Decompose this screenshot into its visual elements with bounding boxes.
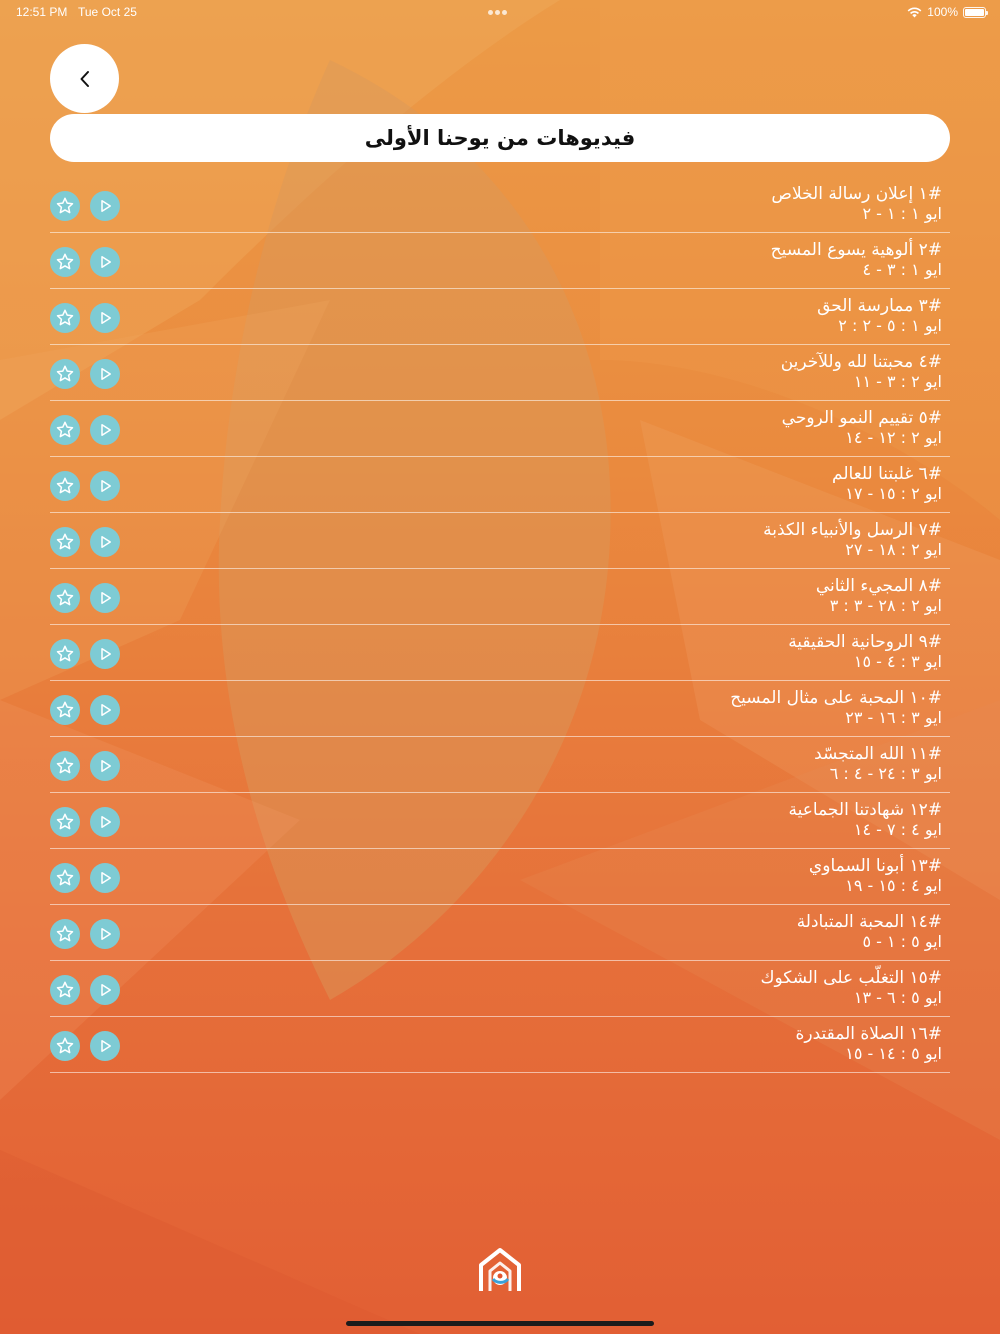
play-outline-icon xyxy=(96,813,114,831)
list-item[interactable] xyxy=(50,682,950,737)
house-logo-icon[interactable] xyxy=(477,1247,523,1293)
video-info xyxy=(795,1025,942,1063)
favorite-button[interactable] xyxy=(50,191,80,221)
favorite-button[interactable] xyxy=(50,247,80,277)
list-item[interactable] xyxy=(50,402,950,457)
status-date: Tue Oct 25 xyxy=(78,5,137,19)
play-outline-icon xyxy=(96,253,114,271)
list-item[interactable] xyxy=(50,962,950,1017)
star-outline-icon xyxy=(55,364,75,384)
wifi-icon xyxy=(907,7,922,18)
play-button[interactable] xyxy=(90,1031,120,1061)
play-button[interactable] xyxy=(90,247,120,277)
favorite-button[interactable] xyxy=(50,583,80,613)
star-outline-icon xyxy=(55,588,75,608)
list-item[interactable] xyxy=(50,346,950,401)
play-outline-icon xyxy=(96,869,114,887)
video-info xyxy=(814,745,942,783)
play-outline-icon xyxy=(96,365,114,383)
battery-percent: 100% xyxy=(927,5,958,19)
video-title: #١٤ المحبة المتبادلة xyxy=(796,912,942,932)
play-outline-icon xyxy=(96,477,114,495)
video-reference: ايو ١ : ١ - ٢ xyxy=(862,204,942,223)
star-outline-icon xyxy=(55,644,75,664)
video-info xyxy=(761,969,942,1007)
video-reference: ايو ٤ : ١٥ - ١٩ xyxy=(845,876,942,895)
list-item[interactable] xyxy=(50,458,950,513)
play-button[interactable] xyxy=(90,751,120,781)
list-item[interactable] xyxy=(50,626,950,681)
video-info xyxy=(763,521,942,559)
video-reference: ايو ٥ : ١ - ٥ xyxy=(862,932,942,951)
play-outline-icon xyxy=(96,197,114,215)
video-reference: ايو ٤ : ٧ - ١٤ xyxy=(853,820,942,839)
video-title: #١٠ المحبة على مثال المسيح xyxy=(730,688,942,708)
video-info xyxy=(789,801,942,839)
video-reference: ايو ١ : ٥ - ٢ : ٢ xyxy=(838,316,942,335)
star-outline-icon xyxy=(55,532,75,552)
play-outline-icon xyxy=(96,533,114,551)
star-outline-icon xyxy=(55,868,75,888)
video-info xyxy=(797,913,942,951)
play-outline-icon xyxy=(96,309,114,327)
page-title: فيديوهات من يوحنا الأولى xyxy=(364,126,636,150)
video-info xyxy=(817,297,942,335)
favorite-button[interactable] xyxy=(50,751,80,781)
video-reference: ايو ٣ : ٤ - ١٥ xyxy=(853,652,942,671)
video-reference: ايو ٢ : ٢٨ - ٣ : ٣ xyxy=(829,596,942,615)
favorite-button[interactable] xyxy=(50,975,80,1005)
video-reference: ايو ١ : ٣ - ٤ xyxy=(862,260,942,279)
video-title: #٨ المجيء الثاني xyxy=(815,576,942,596)
star-outline-icon xyxy=(55,700,75,720)
favorite-button[interactable] xyxy=(50,695,80,725)
star-outline-icon xyxy=(55,924,75,944)
multitasking-dots-icon[interactable] xyxy=(488,10,512,15)
video-info xyxy=(832,465,942,503)
play-button[interactable] xyxy=(90,303,120,333)
star-outline-icon xyxy=(55,756,75,776)
play-outline-icon xyxy=(96,645,114,663)
play-button[interactable] xyxy=(90,583,120,613)
list-item[interactable] xyxy=(50,794,950,849)
video-reference: ايو ٥ : ١٤ - ١٥ xyxy=(845,1044,942,1063)
list-item[interactable] xyxy=(50,290,950,345)
video-info xyxy=(771,241,942,279)
video-title: #٦ غلبتنا للعالم xyxy=(832,464,942,484)
star-outline-icon xyxy=(55,196,75,216)
video-title: #٢ ألوهية يسوع المسيح xyxy=(770,240,942,260)
list-item[interactable] xyxy=(50,850,950,905)
play-button[interactable] xyxy=(90,471,120,501)
list-item[interactable] xyxy=(50,514,950,569)
video-title: #١٣ أبونا السماوي xyxy=(808,856,942,876)
video-reference: ايو ٢ : ٣ - ١١ xyxy=(853,372,942,391)
play-outline-icon xyxy=(96,421,114,439)
video-title: #٩ الروحانية الحقيقية xyxy=(788,632,942,652)
video-reference: ايو ٢ : ١٥ - ١٧ xyxy=(845,484,942,503)
video-info xyxy=(781,353,942,391)
favorite-button[interactable] xyxy=(50,639,80,669)
star-outline-icon xyxy=(55,1036,75,1056)
play-button[interactable] xyxy=(90,863,120,893)
favorite-button[interactable] xyxy=(50,359,80,389)
favorite-button[interactable] xyxy=(50,863,80,893)
list-item[interactable] xyxy=(50,906,950,961)
list-item[interactable] xyxy=(50,1018,950,1073)
video-reference: ايو ٢ : ١٨ - ٢٧ xyxy=(845,540,942,559)
play-button[interactable] xyxy=(90,807,120,837)
star-outline-icon xyxy=(55,252,75,272)
video-list xyxy=(50,178,950,1074)
favorite-button[interactable] xyxy=(50,471,80,501)
video-info xyxy=(788,633,942,671)
video-info xyxy=(730,689,942,727)
home-indicator[interactable] xyxy=(346,1321,654,1326)
play-button[interactable] xyxy=(90,527,120,557)
video-title: #١١ الله المتجسّد xyxy=(814,744,942,764)
play-outline-icon xyxy=(96,981,114,999)
star-outline-icon xyxy=(55,980,75,1000)
video-info xyxy=(809,857,942,895)
play-button[interactable] xyxy=(90,359,120,389)
back-button[interactable] xyxy=(50,44,119,113)
play-button[interactable] xyxy=(90,975,120,1005)
favorite-button[interactable] xyxy=(50,527,80,557)
star-outline-icon xyxy=(55,476,75,496)
play-outline-icon xyxy=(96,925,114,943)
status-indicators xyxy=(907,4,986,20)
favorite-button[interactable] xyxy=(50,919,80,949)
play-outline-icon xyxy=(96,757,114,775)
video-title: #١٥ التغلّب على الشكوك xyxy=(760,968,942,988)
play-button[interactable] xyxy=(90,191,120,221)
video-title: #٧ الرسل والأنبياء الكذبة xyxy=(763,520,942,540)
video-title: #٣ ممارسة الحق xyxy=(817,296,942,316)
list-item[interactable] xyxy=(50,234,950,289)
play-outline-icon xyxy=(96,589,114,607)
play-button[interactable] xyxy=(90,695,120,725)
video-reference: ايو ٣ : ١٦ - ٢٣ xyxy=(845,708,942,727)
star-outline-icon xyxy=(55,308,75,328)
video-reference: ايو ٢ : ١٢ - ١٤ xyxy=(845,428,942,447)
video-reference: ايو ٥ : ٦ - ١٣ xyxy=(853,988,942,1007)
video-title: #٤ محبتنا لله وللآخرين xyxy=(780,352,942,372)
video-title: #١٢ شهادتنا الجماعية xyxy=(788,800,942,820)
video-reference: ايو ٣ : ٢٤ - ٤ : ٦ xyxy=(829,764,942,783)
video-info xyxy=(782,409,942,447)
list-item[interactable] xyxy=(50,178,950,233)
favorite-button[interactable] xyxy=(50,303,80,333)
title-bar xyxy=(50,114,950,162)
video-title: #١ إعلان رسالة الخلاص xyxy=(771,184,942,204)
play-button[interactable] xyxy=(90,415,120,445)
favorite-button[interactable] xyxy=(50,415,80,445)
favorite-button[interactable] xyxy=(50,1031,80,1061)
video-title: #٥ تقييم النمو الروحي xyxy=(781,408,942,428)
star-outline-icon xyxy=(55,420,75,440)
list-item[interactable] xyxy=(50,738,950,793)
video-info xyxy=(816,577,942,615)
play-outline-icon xyxy=(96,1037,114,1055)
favorite-button[interactable] xyxy=(50,807,80,837)
chevron-left-icon xyxy=(78,69,92,89)
status-bar xyxy=(0,0,1000,26)
list-item[interactable] xyxy=(50,570,950,625)
play-button[interactable] xyxy=(90,639,120,669)
video-title: #١٦ الصلاة المقتدرة xyxy=(795,1024,942,1044)
video-info xyxy=(771,185,942,223)
status-time: 12:51 PM xyxy=(16,5,68,19)
play-outline-icon xyxy=(96,701,114,719)
battery-icon xyxy=(963,7,986,18)
star-outline-icon xyxy=(55,812,75,832)
play-button[interactable] xyxy=(90,919,120,949)
